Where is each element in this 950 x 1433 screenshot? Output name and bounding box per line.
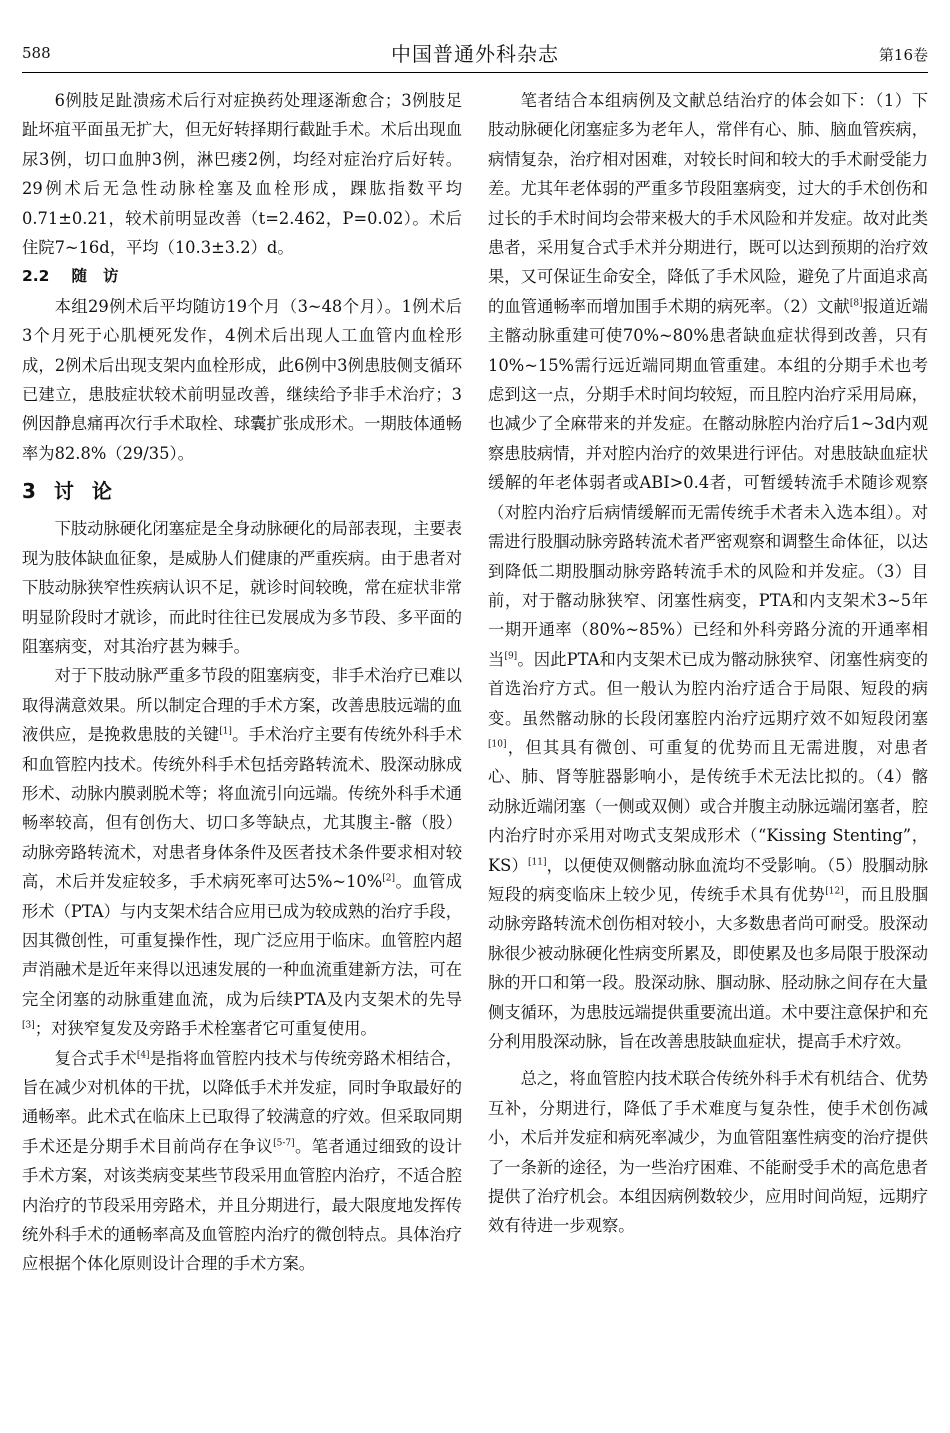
citation-ref: [5-7] <box>273 1138 295 1149</box>
citation-ref: [8] <box>849 298 863 309</box>
citation-ref: [10] <box>488 739 507 750</box>
volume-label: 第16卷 <box>878 46 928 64</box>
discussion-paragraph-3: 复合式手术[4]是指将血管腔内技术与传统旁路术相结合，旨在减少对机体的干扰，以降低手术并发症，同时争取最好的通畅率。此术式在临床上已取得了较满意的疗效。但采取同期手术还是分期手术目前尚存在争议[5-7]。笔者通过细致的设计手术方案，对该类病变某些节段采用血管腔内治疗，不适合腔内治疗的节段采用旁路术，并且分期进行，最大限度地发挥传统外科手术的通畅率高及血管腔内治疗的微创特点。具体治疗应根据个体化原则设计合理的手术方案。 <box>22 1048 462 1274</box>
section-2-2-heading <box>22 262 462 291</box>
citation-ref: [1] <box>219 726 232 737</box>
followup-paragraph: 本组29例术后平均随访19个月（3~48个月）。1例术后3个月死于心肌梗死发作，4例术后出现人工血管内血栓形成，2例术后出现支架内血栓形成，此6例中3例患肢侧支循环已建立，患肢症状较术前明显改善，继续给予非手术治疗；3例因静息痛再次行手术取栓、球囊扩张成形术。一期肢体通畅率为82.8%（29/35）。 <box>22 296 462 463</box>
citation-ref: [3] <box>22 1020 35 1031</box>
section-title: 随访 <box>71 267 135 286</box>
citation-ref: [11] <box>528 857 547 868</box>
header-rule <box>22 72 928 73</box>
journal-title: 中国普通外科杂志 <box>391 42 559 66</box>
citation-ref: [2] <box>382 873 396 884</box>
left-column <box>22 86 462 1279</box>
section-number: 2.2 <box>22 267 50 286</box>
conclusion-paragraph: 总之，将血管腔内技术联合传统外科手术有机结合、优势互补，分期进行，降低了手术难度与复杂性，使手术创伤减小，术后并发症和病死率减少，为血管阻塞性病变的治疗提供了一条新的途径，为一些治疗困难、不能耐受手术的高危患者提供了治疗机会。本组因病例数较少，应用时间尚短，远期疗效有待进一步观察。 <box>488 1069 928 1236</box>
results-paragraph: 6例肢足趾溃疡术后行对症换药处理逐渐愈合；3例肢足趾坏疽平面虽无扩大，但无好转择期行截趾手术。术后出现血尿3例，切口血肿3例，淋巴瘘2例，均经对症治疗后好转。29例术后无急性动脉栓塞及血栓形成，踝肱指数平均0.71±0.21，较术前明显改善（t=2.462，P=0.02）。术后住院7~16d，平均（10.3±3.2）d。 <box>22 91 462 258</box>
discussion-paragraph-2: 对于下肢动脉严重多节段的阻塞病变，非手术治疗已难以取得满意效果。所以制定合理的手术方案，改善患肢远端的血液供应，是挽救患肢的关键[1]。手术治疗主要有传统外科手术和血管腔内技术。传统外科手术包括旁路转流术、股深动脉成形术、动脉内膜剥脱术等；将血流引向远端。传统外科手术通畅率较高，但有创伤大、切口多等缺点，尤其腹主-髂（股）动脉旁路转流术，对患者身体条件及医者技术条件要求相对较高，术后并发症较多，手术病死率可达5%~10%[2]。血管成形术（PTA）与内支架术结合应用已成为较成熟的治疗手段，因其微创性，可重复操作性，现广泛应用于临床。血管腔内超声消融术是近年来得以迅速发展的一种血流重建新方法，可在完全闭塞的动脉重建血流，成为后续PTA及内支架术的先导[3]；对狭窄复发及旁路手术栓塞者它可重复使用。 <box>22 666 462 1039</box>
right-column <box>488 86 928 1241</box>
experience-paragraph: 笔者结合本组病例及文献总结治疗的体会如下：（1）下肢动脉硬化闭塞症多为老年人，常伴有心、肺、脑血管疾病，病情复杂，治疗相对困难，对较长时间和较大的手术耐受能力差。尤其年老体弱的严重多节段阻塞病变，过大的手术创伤和过长的手术时间均会带来极大的手术风险和并发症。故对此类患者，采用复合式手术并分期进行，既可以达到预期的治疗效果，又可保证生命安全，降低了手术风险，避免了片面追求高的血管通畅率而增加围手术期的病死率。（2）文献[8]报道近端主髂动脉重建可使70%~80%患者缺血症状得到改善，只有10%~15%需行远近端同期血管重建。本组的分期手术也考虑到这一点，分期手术时间均较短，而且腔内治疗采用局麻，也减少了全麻带来的并发症。在髂动脉腔内治疗后1~3d内观察患肢病情，并对腔内治疗的效果进行评估。对患肢缺血症状缓解的年老体弱者或ABI>0.4者，可暂缓转流手术随诊观察（对腔内治疗后病情缓解而无需传统手术者未入选本组）。对需进行股腘动脉旁路转流术者严密观察和调整生命体征，以达到降低二期股腘动脉旁路转流手术的风险和并发症。（3）目前，对于髂动脉狭窄、闭塞性病变，PTA和内支架术3~5年一期开通率（80%~85%）已经和外科旁路分流的开通率相当[9]。因此PTA和内支架术已成为髂动脉狭窄、闭塞性病变的首选治疗方式。但一般认为腔内治疗适合于局限、短段的病变。虽然髂动脉的长段闭塞腔内治疗远期疗效不如短段闭塞[10]，但其具有微创、可重复的优势而且无需进腹，对患者心、肺、肾等脏器影响小，是传统手术无法比拟的。（4）髂动脉近端闭塞（一侧或双侧）或合并腹主动脉远端闭塞者，腔内治疗时亦采用对吻式支架成形术（“Kissing Stenting”，KS）[11]，以便使双侧髂动脉血流均不受影响。（5）股腘动脉短段的病变临床上较少见，传统手术具有优势[12]，而且股腘动脉旁路转流术创伤相对较小，大多数患者尚可耐受。股深动脉很少被动脉硬化性病变所累及，即使累及也多局限于股深动脉的开口和第一段。股深动脉、腘动脉、胫动脉之间存在大量侧支循环，为患肢远端提供重要流出道。术中要注意保护和充分利用股深动脉，旨在改善患肢缺血症状，提高手术疗效。 <box>488 91 928 1051</box>
section-3-heading <box>22 474 462 508</box>
page-header <box>22 26 928 66</box>
citation-ref: [9] <box>504 651 518 662</box>
page-number: 588 <box>22 44 51 62</box>
discussion-paragraph-1: 下肢动脉硬化闭塞症是全身动脉硬化的局部表现，主要表现为肢体缺血征象，是威胁人们健康的严重疾病。由于患者对下肢动脉狭窄性疾病认识不足，就诊时间较晚，常在症状非常明显阶段时才就诊，而此时往往已发展成为多节段、多平面的阻塞病变，对其治疗甚为棘手。 <box>22 519 462 656</box>
citation-ref: [4] <box>136 1050 150 1061</box>
citation-ref: [12] <box>825 886 844 897</box>
section-number: 3 <box>22 479 36 504</box>
section-title: 讨论 <box>53 479 130 504</box>
